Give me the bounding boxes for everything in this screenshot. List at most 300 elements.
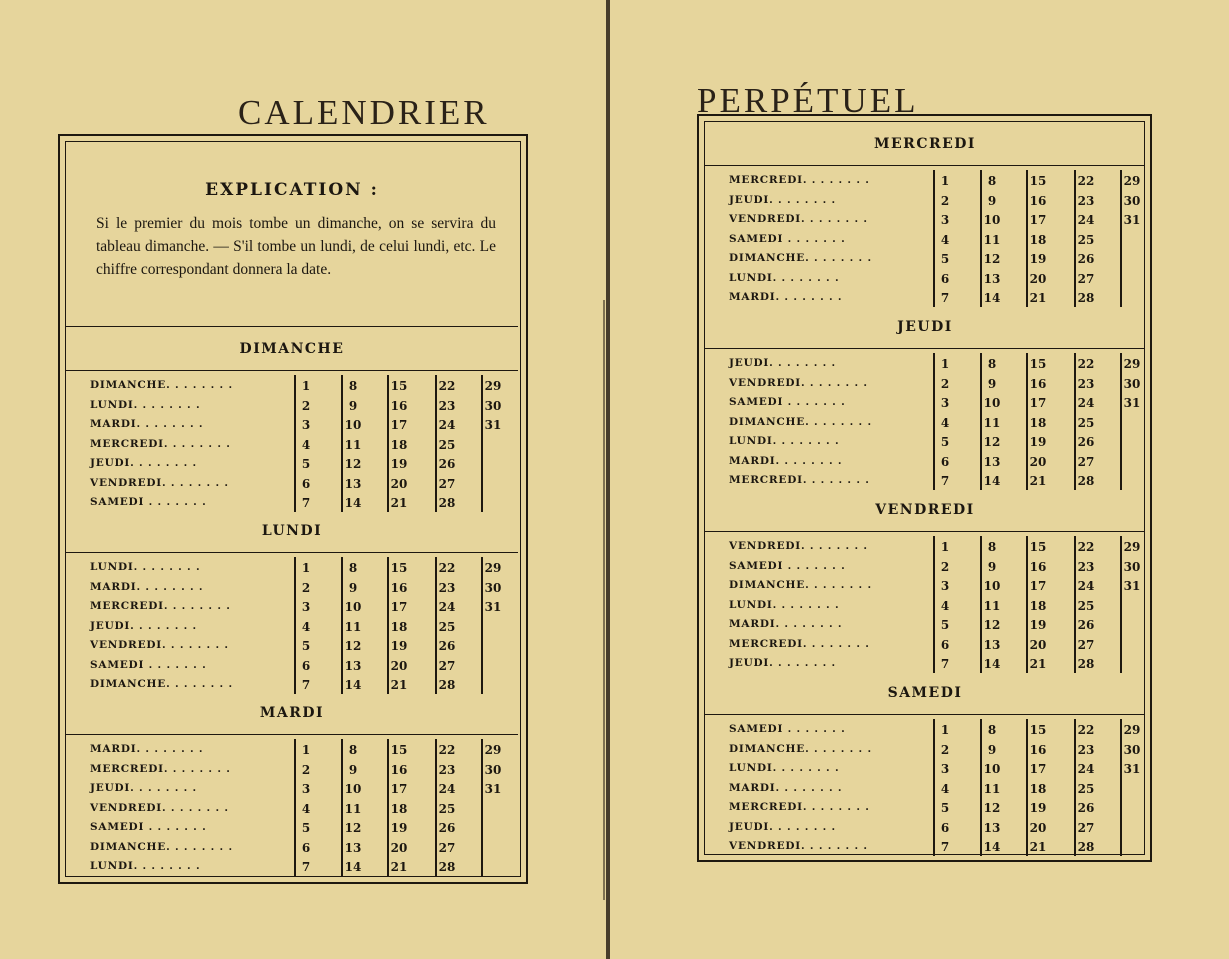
table-row bbox=[66, 780, 518, 800]
date-cell: 28 bbox=[438, 860, 456, 874]
weekday-label: DIMANCHE. . . . . . . . bbox=[729, 742, 872, 755]
date-cell: 9 bbox=[987, 742, 997, 757]
table-row bbox=[66, 741, 518, 761]
date-cell: 31 bbox=[1123, 213, 1141, 227]
date-cell: 6 bbox=[940, 637, 950, 652]
date-cell: 1 bbox=[940, 174, 950, 188]
date-cell: 13 bbox=[983, 271, 1001, 286]
date-cell: 7 bbox=[940, 657, 950, 671]
date-cell: 5 bbox=[940, 801, 950, 815]
weekday-label: VENDREDI. . . . . . . . bbox=[90, 476, 229, 489]
weekday-label: LUNDI. . . . . . . . bbox=[729, 762, 840, 774]
date-cell: 10 bbox=[983, 762, 1001, 776]
column-rule bbox=[1120, 170, 1122, 307]
date-cell: 29 bbox=[1123, 174, 1141, 188]
date-cell: 9 bbox=[987, 559, 997, 574]
date-cell: 15 bbox=[390, 743, 408, 757]
date-cell: 5 bbox=[940, 252, 950, 266]
table-row bbox=[66, 800, 518, 820]
column-rule bbox=[341, 375, 343, 512]
date-cell: 16 bbox=[1029, 193, 1047, 208]
date-cell: 27 bbox=[1077, 271, 1095, 286]
date-cell: 20 bbox=[390, 658, 408, 673]
date-cell: 25 bbox=[438, 801, 456, 816]
date-cell: 1 bbox=[301, 743, 311, 757]
date-cell: 5 bbox=[301, 639, 311, 653]
column-rule bbox=[435, 739, 437, 876]
date-cell: 20 bbox=[390, 840, 408, 855]
date-cell: 17 bbox=[390, 782, 408, 796]
date-cell: 4 bbox=[301, 801, 311, 816]
weekday-label: MERCREDI. . . . . . . . bbox=[729, 801, 870, 813]
table-row bbox=[66, 455, 518, 475]
date-cell: 7 bbox=[940, 291, 950, 305]
date-cell: 27 bbox=[1077, 820, 1095, 835]
weekday-label: MARDI. . . . . . . . bbox=[729, 291, 843, 303]
date-cell: 19 bbox=[1029, 801, 1047, 815]
column-rule bbox=[980, 170, 982, 307]
column-rule bbox=[1074, 719, 1076, 856]
table-row bbox=[705, 453, 1145, 473]
date-cell: 3 bbox=[940, 762, 950, 776]
date-cell: 11 bbox=[344, 801, 362, 816]
date-cell: 9 bbox=[348, 398, 358, 413]
date-cell: 12 bbox=[983, 618, 1001, 632]
date-cell: 22 bbox=[438, 379, 456, 393]
column-rule bbox=[1026, 536, 1028, 673]
date-cell: 18 bbox=[1029, 415, 1047, 430]
date-cell: 4 bbox=[940, 415, 950, 430]
date-cell: 20 bbox=[1029, 820, 1047, 835]
date-cell: 18 bbox=[390, 619, 408, 634]
column-rule bbox=[435, 557, 437, 694]
weekday-label: DIMANCHE. . . . . . . . bbox=[90, 840, 233, 853]
date-cell: 30 bbox=[484, 762, 502, 777]
date-cell: 23 bbox=[438, 580, 456, 595]
date-cell: 21 bbox=[390, 496, 408, 510]
table-row bbox=[705, 577, 1145, 597]
date-cell: 12 bbox=[983, 435, 1001, 449]
table-row bbox=[705, 538, 1145, 558]
day-table-heading: MARDI bbox=[66, 691, 518, 735]
date-cell: 24 bbox=[1077, 396, 1095, 410]
date-cell: 15 bbox=[1029, 357, 1047, 371]
column-rule bbox=[1074, 170, 1076, 307]
weekday-label: MARDI. . . . . . . . bbox=[729, 618, 843, 630]
date-cell: 2 bbox=[940, 376, 950, 391]
column-rule bbox=[1026, 353, 1028, 490]
date-cell: 9 bbox=[987, 376, 997, 391]
page-title-left: CALENDRIER bbox=[238, 93, 490, 133]
column-rule bbox=[481, 375, 483, 512]
weekday-label: SAMEDI . . . . . . . bbox=[729, 723, 846, 735]
date-cell: 17 bbox=[390, 600, 408, 614]
column-rule bbox=[1120, 536, 1122, 673]
date-cell: 23 bbox=[1077, 193, 1095, 208]
weekday-label: MERCREDI. . . . . . . . bbox=[729, 474, 870, 486]
date-cell: 26 bbox=[438, 639, 456, 653]
date-cell: 18 bbox=[390, 801, 408, 816]
date-cell: 25 bbox=[1077, 415, 1095, 430]
column-rule bbox=[341, 739, 343, 876]
date-cell: 4 bbox=[301, 619, 311, 634]
date-cell: 4 bbox=[940, 232, 950, 247]
date-cell: 20 bbox=[1029, 271, 1047, 286]
date-cell: 19 bbox=[390, 821, 408, 835]
date-cell: 29 bbox=[484, 379, 502, 393]
column-rule bbox=[933, 719, 935, 856]
date-cell: 21 bbox=[1029, 840, 1047, 854]
date-cell: 26 bbox=[1077, 252, 1095, 266]
date-cell: 17 bbox=[1029, 213, 1047, 227]
date-cell: 30 bbox=[1123, 376, 1141, 391]
table-row bbox=[705, 838, 1145, 858]
date-cell: 22 bbox=[438, 743, 456, 757]
date-cell: 12 bbox=[344, 639, 362, 653]
weekday-label: JEUDI. . . . . . . . bbox=[729, 357, 836, 369]
table-row bbox=[705, 231, 1145, 251]
table-row bbox=[66, 819, 518, 839]
date-cell: 11 bbox=[983, 415, 1001, 430]
date-cell: 17 bbox=[390, 418, 408, 432]
day-table-mercredi bbox=[705, 122, 1145, 309]
day-table-vendredi bbox=[705, 488, 1145, 675]
day-table-samedi bbox=[705, 671, 1145, 858]
date-cell: 23 bbox=[1077, 559, 1095, 574]
date-cell: 8 bbox=[348, 743, 358, 757]
table-row bbox=[66, 761, 518, 781]
table-row bbox=[705, 192, 1145, 212]
column-rule bbox=[1120, 719, 1122, 856]
date-cell: 14 bbox=[344, 860, 362, 874]
date-cell: 10 bbox=[344, 418, 362, 432]
table-row bbox=[66, 839, 518, 859]
column-rule bbox=[933, 536, 935, 673]
weekday-label: DIMANCHE. . . . . . . . bbox=[729, 252, 872, 264]
date-cell: 3 bbox=[301, 600, 311, 614]
table-row bbox=[66, 475, 518, 495]
date-cell: 8 bbox=[987, 723, 997, 737]
table-row bbox=[705, 636, 1145, 656]
table-row bbox=[66, 377, 518, 397]
date-cell: 7 bbox=[940, 474, 950, 488]
date-cell: 31 bbox=[1123, 762, 1141, 776]
day-table-heading: LUNDI bbox=[66, 509, 518, 553]
column-rule bbox=[933, 353, 935, 490]
book-spine-shadow bbox=[603, 300, 605, 900]
table-row bbox=[66, 397, 518, 417]
weekday-label: SAMEDI . . . . . . . bbox=[729, 559, 846, 572]
date-cell: 30 bbox=[484, 580, 502, 595]
weekday-label: VENDREDI. . . . . . . . bbox=[729, 540, 868, 552]
date-cell: 10 bbox=[983, 213, 1001, 227]
date-cell: 13 bbox=[983, 820, 1001, 835]
weekday-label: MARDI. . . . . . . . bbox=[729, 454, 843, 467]
column-rule bbox=[933, 170, 935, 307]
date-cell: 26 bbox=[1077, 618, 1095, 632]
date-cell: 22 bbox=[1077, 357, 1095, 371]
date-cell: 25 bbox=[438, 619, 456, 634]
date-cell: 2 bbox=[940, 742, 950, 757]
date-cell: 10 bbox=[344, 782, 362, 796]
table-row bbox=[66, 618, 518, 638]
date-cell: 2 bbox=[940, 559, 950, 574]
table-row bbox=[705, 799, 1145, 819]
date-cell: 17 bbox=[1029, 579, 1047, 593]
date-cell: 11 bbox=[983, 598, 1001, 613]
date-cell: 20 bbox=[390, 476, 408, 491]
date-cell: 3 bbox=[301, 418, 311, 432]
column-rule bbox=[294, 375, 296, 512]
date-cell: 14 bbox=[983, 291, 1001, 305]
column-rule bbox=[387, 557, 389, 694]
date-cell: 8 bbox=[987, 174, 997, 188]
date-cell: 5 bbox=[301, 821, 311, 835]
date-cell: 25 bbox=[1077, 598, 1095, 613]
weekday-label: VENDREDI. . . . . . . . bbox=[729, 376, 868, 389]
column-rule bbox=[980, 353, 982, 490]
column-rule bbox=[1120, 353, 1122, 490]
date-cell: 24 bbox=[438, 418, 456, 432]
date-cell: 29 bbox=[484, 561, 502, 575]
column-rule bbox=[435, 375, 437, 512]
date-cell: 29 bbox=[1123, 540, 1141, 554]
table-row bbox=[705, 558, 1145, 578]
date-cell: 3 bbox=[940, 396, 950, 410]
explication-heading: EXPLICATION : bbox=[205, 180, 379, 200]
date-cell: 6 bbox=[940, 271, 950, 286]
column-rule bbox=[481, 739, 483, 876]
weekday-label: LUNDI. . . . . . . . bbox=[729, 271, 840, 284]
date-cell: 28 bbox=[1077, 657, 1095, 671]
day-table-heading: VENDREDI bbox=[705, 488, 1145, 532]
weekday-label: JEUDI. . . . . . . . bbox=[90, 782, 197, 794]
date-cell: 6 bbox=[940, 454, 950, 469]
table-row bbox=[705, 270, 1145, 290]
weekday-label: DIMANCHE. . . . . . . . bbox=[729, 415, 872, 428]
explication-box bbox=[66, 144, 518, 327]
date-cell: 2 bbox=[301, 580, 311, 595]
date-cell: 19 bbox=[1029, 435, 1047, 449]
date-cell: 16 bbox=[390, 762, 408, 777]
date-cell: 1 bbox=[940, 540, 950, 554]
date-cell: 23 bbox=[438, 398, 456, 413]
column-rule bbox=[980, 536, 982, 673]
date-cell: 23 bbox=[1077, 742, 1095, 757]
weekday-label: VENDREDI. . . . . . . . bbox=[90, 801, 229, 814]
weekday-label: MARDI. . . . . . . . bbox=[90, 580, 204, 593]
weekday-label: SAMEDI . . . . . . . bbox=[90, 658, 207, 671]
date-cell: 6 bbox=[940, 820, 950, 835]
table-row bbox=[705, 741, 1145, 761]
table-row bbox=[705, 250, 1145, 270]
date-cell: 28 bbox=[1077, 840, 1095, 854]
date-cell: 30 bbox=[1123, 193, 1141, 208]
table-row bbox=[705, 780, 1145, 800]
date-cell: 15 bbox=[390, 379, 408, 393]
table-row bbox=[705, 433, 1145, 453]
date-cell: 29 bbox=[484, 743, 502, 757]
date-cell: 8 bbox=[987, 540, 997, 554]
date-cell: 9 bbox=[348, 580, 358, 595]
date-cell: 6 bbox=[301, 476, 311, 491]
date-cell: 8 bbox=[348, 379, 358, 393]
date-cell: 7 bbox=[301, 496, 311, 510]
date-cell: 26 bbox=[438, 457, 456, 471]
table-row bbox=[705, 760, 1145, 780]
date-cell: 16 bbox=[1029, 559, 1047, 574]
date-cell: 2 bbox=[940, 193, 950, 208]
date-cell: 3 bbox=[940, 579, 950, 593]
date-cell: 15 bbox=[1029, 174, 1047, 188]
weekday-label: VENDREDI. . . . . . . . bbox=[90, 639, 229, 651]
date-cell: 18 bbox=[1029, 232, 1047, 247]
date-cell: 24 bbox=[1077, 579, 1095, 593]
day-table-heading: MERCREDI bbox=[705, 122, 1145, 166]
date-cell: 14 bbox=[344, 678, 362, 692]
date-cell: 11 bbox=[983, 781, 1001, 796]
weekday-label: VENDREDI. . . . . . . . bbox=[729, 840, 868, 852]
date-cell: 19 bbox=[390, 639, 408, 653]
column-rule bbox=[341, 557, 343, 694]
date-cell: 13 bbox=[344, 476, 362, 491]
date-cell: 9 bbox=[348, 762, 358, 777]
table-row bbox=[705, 355, 1145, 375]
date-cell: 26 bbox=[1077, 435, 1095, 449]
date-cell: 5 bbox=[940, 618, 950, 632]
date-cell: 14 bbox=[344, 496, 362, 510]
date-cell: 19 bbox=[1029, 618, 1047, 632]
date-cell: 8 bbox=[348, 561, 358, 575]
weekday-label: LUNDI. . . . . . . . bbox=[90, 860, 201, 872]
date-cell: 13 bbox=[983, 637, 1001, 652]
table-row bbox=[66, 436, 518, 456]
date-cell: 22 bbox=[1077, 723, 1095, 737]
date-cell: 29 bbox=[1123, 357, 1141, 371]
weekday-label: SAMEDI . . . . . . . bbox=[90, 821, 207, 833]
weekday-label: MARDI. . . . . . . . bbox=[90, 418, 204, 430]
date-cell: 10 bbox=[983, 579, 1001, 593]
day-table-dimanche bbox=[66, 327, 518, 514]
day-table-heading: SAMEDI bbox=[705, 671, 1145, 715]
table-row bbox=[705, 616, 1145, 636]
date-cell: 31 bbox=[484, 418, 502, 432]
date-cell: 3 bbox=[940, 213, 950, 227]
date-cell: 14 bbox=[983, 840, 1001, 854]
date-cell: 23 bbox=[1077, 376, 1095, 391]
date-cell: 28 bbox=[1077, 291, 1095, 305]
date-cell: 15 bbox=[1029, 723, 1047, 737]
date-cell: 6 bbox=[301, 658, 311, 673]
table-row bbox=[705, 819, 1145, 839]
weekday-label: MERCREDI. . . . . . . . bbox=[90, 437, 231, 450]
table-row bbox=[705, 211, 1145, 231]
table-row bbox=[66, 598, 518, 618]
weekday-label: MERCREDI. . . . . . . . bbox=[90, 762, 231, 775]
weekday-label: LUNDI. . . . . . . . bbox=[729, 435, 840, 447]
table-row bbox=[705, 394, 1145, 414]
date-cell: 2 bbox=[301, 762, 311, 777]
page-title-right: PERPÉTUEL bbox=[697, 81, 919, 121]
date-cell: 24 bbox=[438, 600, 456, 614]
date-cell: 27 bbox=[1077, 454, 1095, 469]
date-cell: 25 bbox=[438, 437, 456, 452]
date-cell: 4 bbox=[940, 598, 950, 613]
table-row bbox=[66, 559, 518, 579]
date-cell: 10 bbox=[344, 600, 362, 614]
weekday-label: DIMANCHE. . . . . . . . bbox=[729, 579, 872, 591]
column-rule bbox=[481, 557, 483, 694]
weekday-label: MERCREDI. . . . . . . . bbox=[90, 600, 231, 612]
weekday-label: VENDREDI. . . . . . . . bbox=[729, 213, 868, 225]
date-cell: 28 bbox=[438, 678, 456, 692]
date-cell: 23 bbox=[438, 762, 456, 777]
date-cell: 22 bbox=[438, 561, 456, 575]
date-cell: 5 bbox=[940, 435, 950, 449]
date-cell: 17 bbox=[1029, 396, 1047, 410]
date-cell: 31 bbox=[484, 600, 502, 614]
date-cell: 27 bbox=[438, 476, 456, 491]
day-table-mardi bbox=[66, 691, 518, 878]
date-cell: 20 bbox=[1029, 454, 1047, 469]
date-cell: 14 bbox=[983, 657, 1001, 671]
date-cell: 26 bbox=[1077, 801, 1095, 815]
date-cell: 13 bbox=[983, 454, 1001, 469]
date-cell: 27 bbox=[1077, 637, 1095, 652]
date-cell: 12 bbox=[344, 457, 362, 471]
date-cell: 8 bbox=[987, 357, 997, 371]
date-cell: 7 bbox=[301, 860, 311, 874]
date-cell: 28 bbox=[1077, 474, 1095, 488]
date-cell: 30 bbox=[1123, 742, 1141, 757]
date-cell: 21 bbox=[390, 678, 408, 692]
date-cell: 17 bbox=[1029, 762, 1047, 776]
date-cell: 11 bbox=[344, 437, 362, 452]
weekday-label: JEUDI. . . . . . . . bbox=[729, 193, 836, 206]
date-cell: 26 bbox=[438, 821, 456, 835]
date-cell: 24 bbox=[438, 782, 456, 796]
weekday-label: LUNDI. . . . . . . . bbox=[90, 561, 201, 573]
column-rule bbox=[1074, 536, 1076, 673]
weekday-label: MARDI. . . . . . . . bbox=[90, 743, 204, 755]
date-cell: 11 bbox=[344, 619, 362, 634]
date-cell: 21 bbox=[1029, 291, 1047, 305]
weekday-label: LUNDI. . . . . . . . bbox=[90, 398, 201, 411]
date-cell: 22 bbox=[1077, 174, 1095, 188]
table-row bbox=[705, 597, 1145, 617]
weekday-label: JEUDI. . . . . . . . bbox=[729, 657, 836, 669]
date-cell: 15 bbox=[1029, 540, 1047, 554]
day-table-jeudi bbox=[705, 305, 1145, 492]
weekday-label: SAMEDI . . . . . . . bbox=[729, 232, 846, 245]
weekday-label: MERCREDI. . . . . . . . bbox=[729, 174, 870, 186]
date-cell: 13 bbox=[344, 840, 362, 855]
date-cell: 15 bbox=[390, 561, 408, 575]
weekday-label: JEUDI. . . . . . . . bbox=[90, 457, 197, 469]
day-table-heading: JEUDI bbox=[705, 305, 1145, 349]
date-cell: 19 bbox=[1029, 252, 1047, 266]
day-table-lundi bbox=[66, 509, 518, 696]
date-cell: 21 bbox=[1029, 657, 1047, 671]
date-cell: 28 bbox=[438, 496, 456, 510]
weekday-label: JEUDI. . . . . . . . bbox=[90, 619, 197, 632]
date-cell: 10 bbox=[983, 396, 1001, 410]
date-cell: 27 bbox=[438, 658, 456, 673]
table-row bbox=[705, 375, 1145, 395]
date-cell: 16 bbox=[1029, 376, 1047, 391]
book-spine bbox=[606, 0, 610, 959]
table-row bbox=[705, 414, 1145, 434]
